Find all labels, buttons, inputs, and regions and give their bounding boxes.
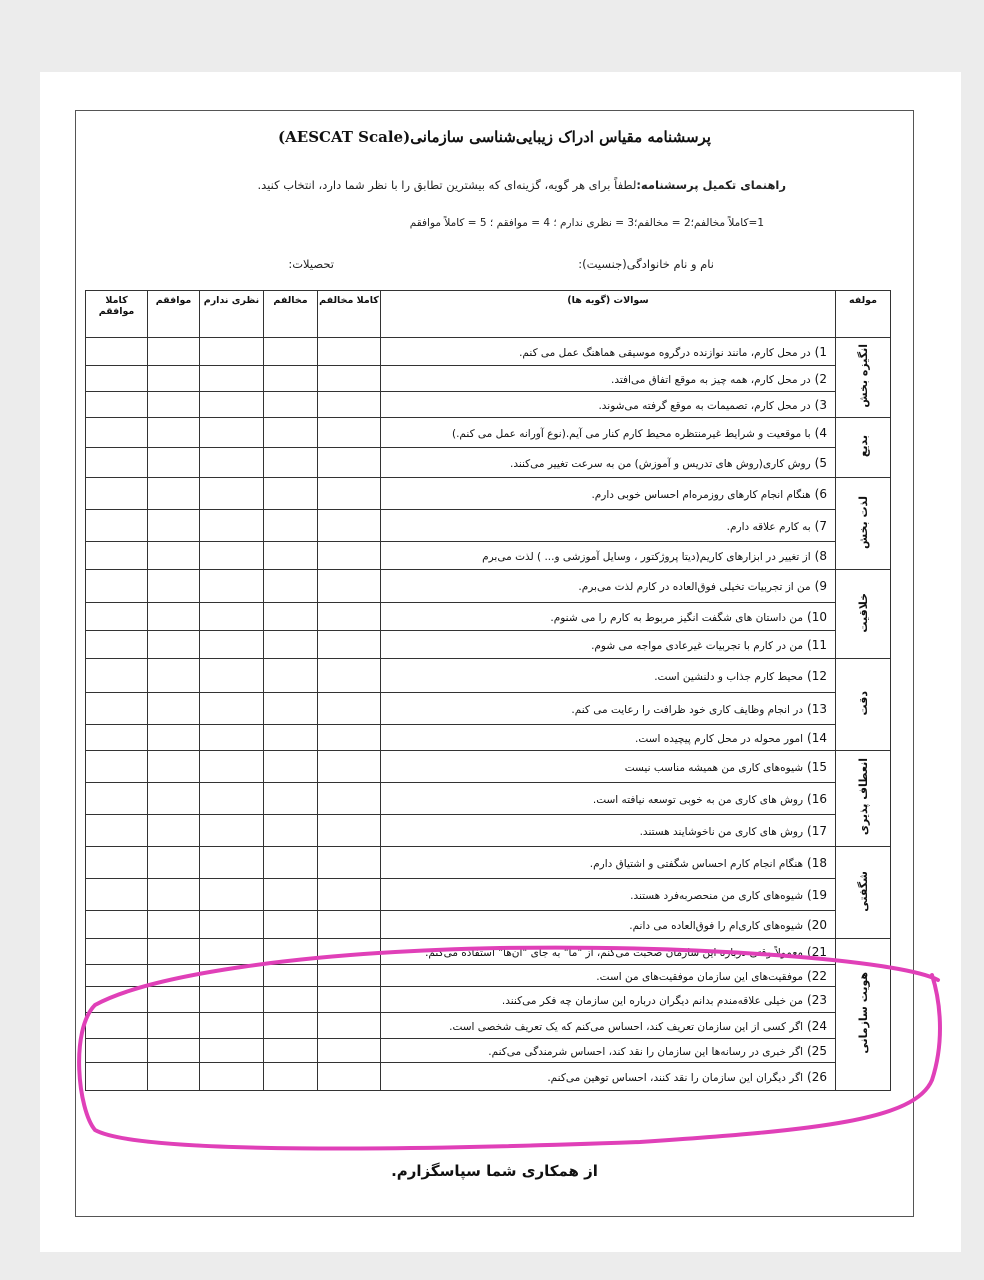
question-number: 17) (807, 823, 827, 838)
question-number: 15) (807, 759, 827, 774)
question-text: هنگام انجام کارم احساس شگفتی و اشتیاق دارم. (589, 857, 804, 870)
question-number: 12) (807, 668, 827, 683)
question-text: در انجام وظایف کاری خود ظرافت را رعایت می کنم. (571, 703, 804, 716)
component-label: هویت سازمانی (856, 972, 870, 1054)
header-questions: سوالات (گویه ها) (381, 291, 836, 338)
component-label: انگیزه بخش (856, 344, 870, 408)
education-field-label: تحصیلات: (288, 257, 334, 271)
question-text: در محل کارم، مانند نوازنده درگروه موسیقی هماهنگ عمل می کنم. (519, 346, 811, 359)
component-label: بدیع (856, 434, 870, 458)
question-text: من در کارم با تجربیات غیرعادی مواجه می شوم. (591, 639, 804, 652)
question-number: 26) (807, 1069, 827, 1084)
question-number: 16) (807, 791, 827, 806)
question-text: محیط کارم جذاب و دلنشین است. (654, 670, 804, 683)
question-text: امور محوله در محل کارم پیچیده است. (635, 732, 804, 745)
component-label: انعطاف پذیری (856, 758, 870, 836)
question-text: با موقعیت و شرایط غیرمنتظره محیط کارم کنار می آیم.(نوع آورانه عمل می کنم.) (451, 427, 811, 440)
question-number: 14) (807, 730, 827, 745)
question-text: من از تجربیات تخیلی فوق‌العاده در کارم لذت می‌برم. (578, 581, 811, 593)
header-neutral: نظری ندارم (200, 291, 264, 338)
question-number: 9) (814, 579, 827, 593)
question-number: 22) (807, 968, 827, 983)
pink-circle-stroke (79, 948, 940, 1149)
header-strongly-agree: کاملا موافقم (86, 291, 148, 338)
instructions-text: لطفاً برای هر گویه، گزینه‌ای که بیشترین تطابق را با نظر شما دارد، انتخاب کنید. (257, 178, 637, 192)
question-number: 5) (814, 455, 827, 470)
question-text: روش های کاری من به خوبی توسعه نیافته است. (592, 793, 804, 806)
component-label: خلاقیت (856, 592, 870, 633)
question-number: 24) (807, 1018, 827, 1033)
question-number: 20) (807, 917, 827, 932)
question-text: روش های کاری من ناخوشایند هستند. (639, 825, 804, 838)
question-number: 6) (814, 486, 827, 501)
question-number: 7) (814, 518, 827, 533)
question-text: در محل کارم، تصمیمات به موقع گرفته می‌شوند. (598, 399, 811, 412)
question-number: 23) (807, 992, 827, 1007)
question-number: 10) (807, 609, 827, 624)
header-agree: موافقم (148, 291, 200, 338)
question-number: 19) (807, 887, 827, 902)
name-field-label: نام و نام خانوادگی(جنسیت): (578, 257, 714, 271)
question-text: به کارم علاقه دارم. (726, 520, 811, 533)
rating-scale-legend: 1=کاملاً مخالفم؛2 = مخالفم؛3 = نظری ندارم ؛ 4 = موافقم ؛ 5 = کاملاً موافقم (409, 217, 764, 229)
question-number: 13) (807, 701, 827, 716)
question-text: در محل کارم، همه چیز به موقع اتفاق می‌افتد. (610, 373, 811, 386)
component-label: دقت (856, 690, 870, 716)
component-label: لذت بخش (856, 495, 870, 549)
header-component: مولفه (836, 291, 891, 338)
question-text: اگر کسی از این سازمان تعریف کند، احساس می‌کنم که یک تعریف شخصی است. (449, 1020, 804, 1033)
component-label: شگفتی (856, 870, 870, 912)
question-number: 1) (814, 344, 827, 359)
instructions-label: راهنمای تکمیل پرسشنامه: (636, 178, 786, 192)
question-text: روش کاری(روش های تدریس و آموزش) من به سرعت تغییر می‌کنند. (509, 457, 811, 470)
question-text: هنگام انجام کارهای روزمره‌ام احساس خوبی دارم. (591, 488, 811, 501)
question-number: 8) (814, 548, 827, 563)
question-text: اگر خبری در رسانه‌ها این سازمان را نقد کند، احساس شرمندگی می‌کنم. (488, 1045, 804, 1058)
question-number: 21) (807, 944, 827, 959)
thank-you-note: از همکاری شما سپاسگزارم. (391, 1162, 598, 1180)
question-text: شیوه‌های کاری من منحصربه‌فرد هستند. (630, 889, 804, 902)
question-text: شیوه‌های کاری‌ام را فوق‌العاده می دانم. (629, 919, 804, 932)
question-text: اگر دیگران این سازمان را نقد کنند، احساس توهین می‌کنم. (547, 1071, 804, 1084)
header-disagree: مخالفم (264, 291, 318, 338)
question-number: 2) (814, 371, 827, 386)
questionnaire-title: پرسشنامه مقیاس ادراک زیبایی‌شناسی سازمانی(AESCAT Scale) (278, 128, 711, 146)
question-text: من خیلی علاقه‌مندم بدانم دیگران درباره این سازمان چه فکر می‌کنند. (501, 994, 804, 1007)
question-text: از تغییر در ابزارهای کاریم(دیتا پروژکتور ، وسایل آموزشی و... ) لذت می‌برم (482, 550, 811, 563)
header-strongly-disagree: کاملا مخالفم (318, 291, 381, 338)
question-number: 3) (814, 397, 827, 412)
question-text: موفقیت‌های این سازمان موفقیت‌های من است. (596, 970, 804, 983)
question-text: من داستان های شگفت انگیز مربوط به کارم را می شنوم. (550, 611, 804, 624)
question-number: 25) (807, 1043, 827, 1058)
question-text: شیوه‌های کاری من همیشه مناسب نیست (624, 761, 804, 774)
question-number: 18) (807, 855, 827, 870)
question-number: 4) (814, 425, 827, 440)
question-number: 11) (807, 637, 827, 652)
question-text: معمولاً وقتی درباره این سازمان صحبت می‌کنم، از "ما" به جای "آن‌ها" استفاده می‌کنم. (425, 946, 804, 959)
